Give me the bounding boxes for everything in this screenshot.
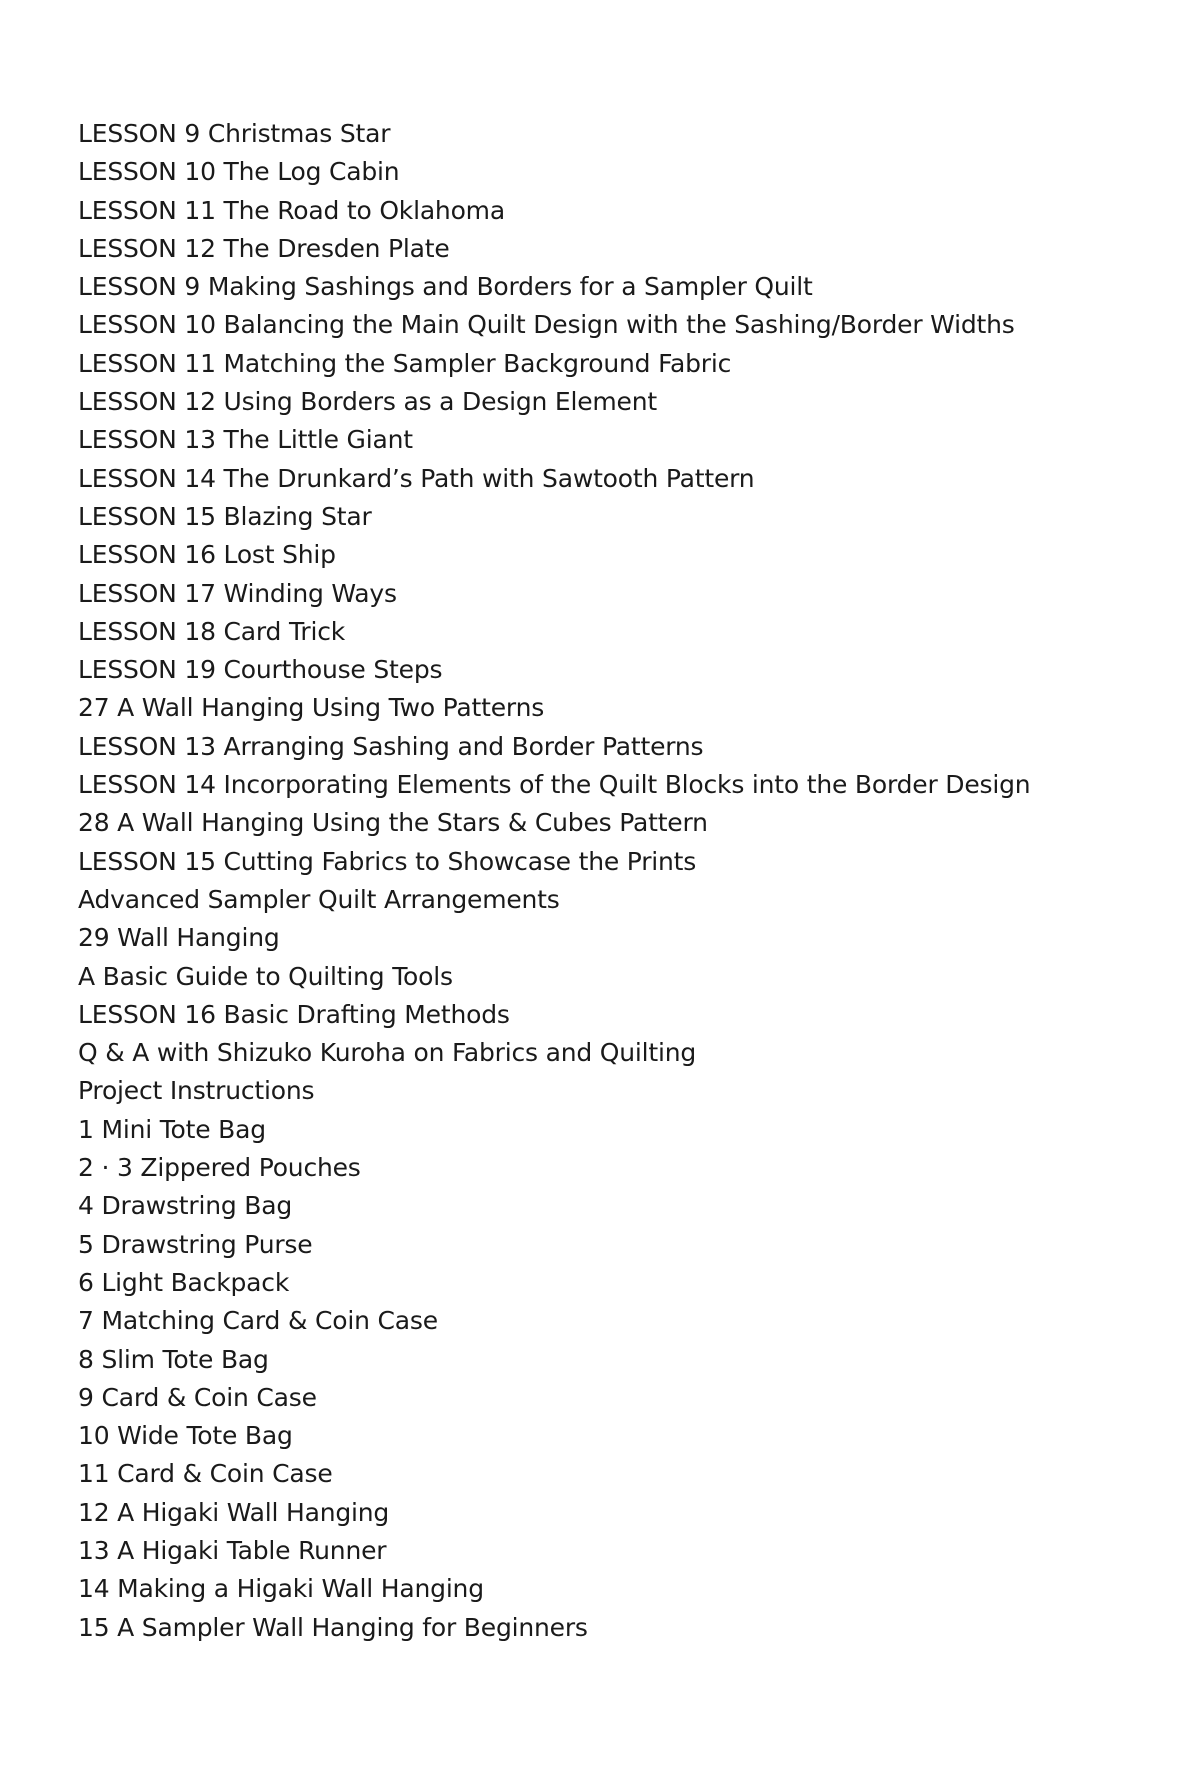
contents-line: LESSON 10 Balancing the Main Quilt Design with the Sashing/Border Widths [78, 310, 1015, 340]
contents-line: 15 A Sampler Wall Hanging for Beginners [78, 1612, 588, 1642]
contents-line: 13 A Higaki Table Runner [78, 1535, 387, 1565]
contents-line: LESSON 10 The Log Cabin [78, 157, 400, 187]
contents-line: A Basic Guide to Quilting Tools [78, 961, 453, 991]
contents-line: 14 Making a Higaki Wall Hanging [78, 1574, 484, 1604]
contents-line: LESSON 16 Lost Ship [78, 540, 336, 570]
contents-line: 1 Mini Tote Bag [78, 1114, 266, 1144]
contents-line: Advanced Sampler Quilt Arrangements [78, 884, 560, 914]
contents-line: LESSON 17 Winding Ways [78, 578, 397, 608]
contents-line: 28 A Wall Hanging Using the Stars & Cubes Pattern [78, 808, 708, 838]
contents-line: LESSON 15 Blazing Star [78, 501, 372, 531]
contents-line: 2 · 3 Zippered Pouches [78, 1153, 361, 1183]
contents-line: LESSON 13 The Little Giant [78, 425, 413, 455]
contents-line: LESSON 15 Cutting Fabrics to Showcase the Prints [78, 846, 697, 876]
contents-line: 5 Drawstring Purse [78, 1229, 313, 1259]
contents-line: LESSON 14 Incorporating Elements of the Quilt Blocks into the Border Design [78, 770, 1031, 800]
contents-line: 7 Matching Card & Coin Case [78, 1306, 438, 1336]
contents-line: LESSON 18 Card Trick [78, 616, 346, 646]
contents-line: LESSON 12 The Dresden Plate [78, 233, 450, 263]
contents-line: LESSON 11 Matching the Sampler Background Fabric [78, 348, 732, 378]
contents-line: 8 Slim Tote Bag [78, 1344, 269, 1374]
contents-line: 6 Light Backpack [78, 1267, 290, 1297]
contents-line: Project Instructions [78, 1076, 315, 1106]
contents-list [78, 115, 1030, 1647]
contents-line: 27 A Wall Hanging Using Two Patterns [78, 693, 545, 723]
contents-line: LESSON 9 Christmas Star [78, 119, 391, 148]
contents-line: LESSON 13 Arranging Sashing and Border Patterns [78, 731, 704, 761]
contents-line: 4 Drawstring Bag [78, 1191, 292, 1221]
contents-line: LESSON 11 The Road to Oklahoma [78, 195, 505, 225]
contents-line: LESSON 19 Courthouse Steps [78, 655, 443, 685]
contents-line: 12 A Higaki Wall Hanging [78, 1497, 390, 1527]
contents-line: LESSON 16 Basic Drafting Methods [78, 999, 510, 1029]
contents-line: 29 Wall Hanging [78, 923, 280, 953]
contents-line: LESSON 12 Using Borders as a Design Element [78, 387, 657, 417]
contents-line: 11 Card & Coin Case [78, 1459, 333, 1489]
contents-line: LESSON 14 The Drunkard’s Path with Sawtooth Pattern [78, 463, 755, 493]
contents-line: 9 Card & Coin Case [78, 1382, 317, 1412]
contents-line: LESSON 9 Making Sashings and Borders for a Sampler Quilt [78, 272, 813, 302]
contents-line: 10 Wide Tote Bag [78, 1421, 293, 1451]
contents-line: Q & A with Shizuko Kuroha on Fabrics and Quilting [78, 1038, 697, 1068]
